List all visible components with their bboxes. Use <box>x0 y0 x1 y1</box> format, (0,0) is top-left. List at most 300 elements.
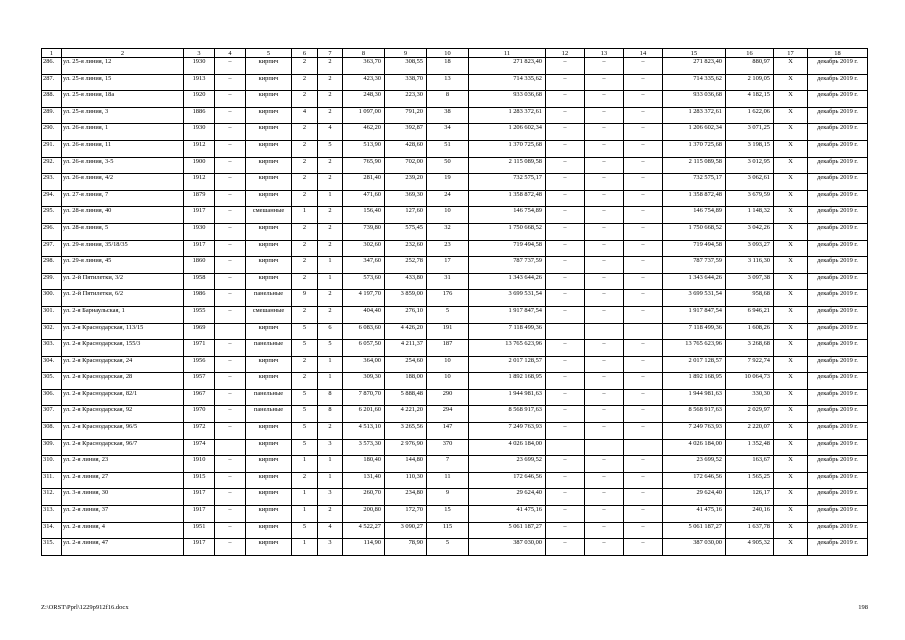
table-cell: 1 917 847,54 <box>469 306 546 323</box>
table-cell: 6 <box>318 323 343 340</box>
table-cell: 1 206 602,34 <box>469 124 546 141</box>
table-cell: 3 699 531,54 <box>469 290 546 307</box>
table-cell: – <box>624 273 663 290</box>
table-cell: 1 358 872,48 <box>663 190 726 207</box>
table-cell: 188,00 <box>385 373 427 390</box>
table-cell: 6 201,60 <box>343 406 385 423</box>
table-cell: 4 221,20 <box>385 406 427 423</box>
table-cell: 315. <box>42 539 62 556</box>
table-cell: 5 <box>292 389 318 406</box>
table-cell: – <box>624 406 663 423</box>
table-cell: – <box>215 406 246 423</box>
table-cell: – <box>585 489 624 506</box>
table-row <box>42 74 868 91</box>
table-cell: – <box>585 539 624 556</box>
table-cell: Х <box>774 140 808 157</box>
table-cell: 3 062,61 <box>726 174 774 191</box>
table-cell: 2 <box>318 207 343 224</box>
table-cell: 51 <box>427 140 469 157</box>
table-cell: ул. 29-я линия, 35/18/35 <box>62 240 184 257</box>
table-cell: 2 <box>292 257 318 274</box>
table-cell: – <box>585 406 624 423</box>
table-cell: ул. 2-я линия, 27 <box>62 472 184 489</box>
table-cell: декабрь 2019 г. <box>808 91 868 108</box>
table-cell: 732 575,17 <box>469 174 546 191</box>
table-cell: 293. <box>42 174 62 191</box>
table-cell: 180,40 <box>343 456 385 473</box>
table-cell: декабрь 2019 г. <box>808 539 868 556</box>
table-cell: – <box>585 373 624 390</box>
table-cell: 2 <box>292 74 318 91</box>
table-cell: 1912 <box>184 140 215 157</box>
table-cell: 307. <box>42 406 62 423</box>
table-cell: 29 624,40 <box>469 489 546 506</box>
table-cell: 1917 <box>184 539 215 556</box>
table-cell: 1 <box>292 456 318 473</box>
table-cell: 4 513,10 <box>343 423 385 440</box>
table-cell: 302,60 <box>343 240 385 257</box>
table-cell: Х <box>774 257 808 274</box>
table-cell: – <box>546 290 585 307</box>
table-cell: 880,97 <box>726 58 774 75</box>
table-cell: Х <box>774 306 808 323</box>
table-cell: – <box>215 190 246 207</box>
table-cell: 4 182,15 <box>726 91 774 108</box>
table-cell: 1915 <box>184 472 215 489</box>
table-cell: – <box>546 257 585 274</box>
table-cell: 2 <box>292 472 318 489</box>
table-cell: 11 <box>427 472 469 489</box>
table-cell: ул. 29-я линия, 45 <box>62 257 184 274</box>
table-cell: 2 <box>292 240 318 257</box>
table-cell: 131,40 <box>343 472 385 489</box>
table-cell: – <box>215 456 246 473</box>
table-cell: 156,40 <box>343 207 385 224</box>
table-cell: 1917 <box>184 506 215 523</box>
table-cell: 1 283 372,61 <box>469 107 546 124</box>
table-cell: 428,60 <box>385 140 427 157</box>
table-cell: ул. 25-я линия, 3 <box>62 107 184 124</box>
table-cell: 1 565,25 <box>726 472 774 489</box>
table-cell: 5 <box>292 423 318 440</box>
table-cell: – <box>585 456 624 473</box>
table-cell: 3 <box>318 439 343 456</box>
table-cell: 471,60 <box>343 190 385 207</box>
table-cell: декабрь 2019 г. <box>808 223 868 240</box>
table-cell: 2 029,97 <box>726 406 774 423</box>
table-cell <box>585 323 624 340</box>
table-cell: 3 012,95 <box>726 157 774 174</box>
table-cell: 1972 <box>184 423 215 440</box>
table-cell: 5 <box>292 406 318 423</box>
table-cell: 110,30 <box>385 472 427 489</box>
table-cell: 3 <box>318 539 343 556</box>
table-cell: 387 030,00 <box>663 539 726 556</box>
table-cell: – <box>624 74 663 91</box>
table-cell: 1 <box>292 506 318 523</box>
table-cell: панельные <box>246 389 292 406</box>
table-cell: 8 568 917,63 <box>663 406 726 423</box>
table-cell: 2 220,07 <box>726 423 774 440</box>
table-cell: декабрь 2019 г. <box>808 74 868 91</box>
table-cell: кирпич <box>246 74 292 91</box>
column-number: 14 <box>624 49 663 58</box>
table-cell: 292. <box>42 157 62 174</box>
table-cell: 5 <box>292 340 318 357</box>
buildings-table <box>41 48 868 556</box>
column-number: 9 <box>385 49 427 58</box>
table-cell: – <box>546 157 585 174</box>
table-cell: кирпич <box>246 91 292 108</box>
table-row <box>42 174 868 191</box>
table-cell: Х <box>774 472 808 489</box>
table-cell: 3 071,25 <box>726 124 774 141</box>
table-cell: 299. <box>42 273 62 290</box>
table-cell: 2 115 089,58 <box>469 157 546 174</box>
table-cell: 276,10 <box>385 306 427 323</box>
table-cell: панельные <box>246 340 292 357</box>
table-cell: ул. 2-я Краснодарская, 96/7 <box>62 439 184 456</box>
table-cell: – <box>585 223 624 240</box>
table-cell: 271 823,40 <box>469 58 546 75</box>
table-cell: – <box>215 58 246 75</box>
table-cell: – <box>585 306 624 323</box>
table-cell: 1920 <box>184 91 215 108</box>
table-cell: 23 699,52 <box>663 456 726 473</box>
table-cell: – <box>546 223 585 240</box>
column-number: 12 <box>546 49 585 58</box>
table-row <box>42 389 868 406</box>
table-cell: – <box>546 389 585 406</box>
table-cell: декабрь 2019 г. <box>808 356 868 373</box>
table-cell: 330,30 <box>726 389 774 406</box>
table-cell: 1 917 847,54 <box>663 306 726 323</box>
table-cell: 2 <box>292 190 318 207</box>
table-cell: 370 <box>427 439 469 456</box>
table-cell: 295. <box>42 207 62 224</box>
table-cell: 2 <box>292 223 318 240</box>
table-cell: 32 <box>427 223 469 240</box>
table-cell: 2 <box>292 273 318 290</box>
table-cell: 739,80 <box>343 223 385 240</box>
table-cell: Х <box>774 506 808 523</box>
table-cell: 308. <box>42 423 62 440</box>
column-number: 7 <box>318 49 343 58</box>
table-cell: 2 109,05 <box>726 74 774 91</box>
footer-file-path: Z:\ORST\Pprl\1229p912f16.docx <box>41 604 129 611</box>
table-cell: 3 679,59 <box>726 190 774 207</box>
table-cell: 732 575,17 <box>663 174 726 191</box>
column-number: 1 <box>42 49 62 58</box>
table-cell: 575,45 <box>385 223 427 240</box>
table-cell: 433,80 <box>385 273 427 290</box>
table-cell: 291. <box>42 140 62 157</box>
table-row <box>42 223 868 240</box>
table-cell: декабрь 2019 г. <box>808 124 868 141</box>
table-cell: – <box>546 539 585 556</box>
table-cell: 1879 <box>184 190 215 207</box>
table-cell <box>624 323 663 340</box>
table-cell: 290 <box>427 389 469 406</box>
table-cell: кирпич <box>246 140 292 157</box>
table-cell: ул. 2-я Барнаульская, 1 <box>62 306 184 323</box>
table-cell: 1 370 725,68 <box>469 140 546 157</box>
table-cell: 364,00 <box>343 356 385 373</box>
table-cell: Х <box>774 406 808 423</box>
table-cell: 4 522,27 <box>343 522 385 539</box>
table-cell: 232,60 <box>385 240 427 257</box>
table-cell: – <box>585 273 624 290</box>
table-cell: 2 <box>318 506 343 523</box>
table-cell: 1971 <box>184 340 215 357</box>
table-cell: 1967 <box>184 389 215 406</box>
table-row <box>42 539 868 556</box>
table-cell: – <box>215 223 246 240</box>
table-cell: – <box>546 406 585 423</box>
table-cell: Х <box>774 423 808 440</box>
table-cell: 2 <box>292 157 318 174</box>
table-row <box>42 240 868 257</box>
table-cell: 5 061 187,27 <box>469 522 546 539</box>
table-cell: 765,90 <box>343 157 385 174</box>
table-cell: – <box>585 240 624 257</box>
column-number: 2 <box>62 49 184 58</box>
table-cell: – <box>585 157 624 174</box>
table-cell: 714 335,62 <box>663 74 726 91</box>
table-cell: кирпич <box>246 489 292 506</box>
table-cell: – <box>624 373 663 390</box>
table-cell: 41 475,16 <box>663 506 726 523</box>
table-cell: 1930 <box>184 223 215 240</box>
table-cell: 5 888,48 <box>385 389 427 406</box>
table-cell: 462,20 <box>343 124 385 141</box>
table-cell: 254,60 <box>385 356 427 373</box>
table-cell: 1930 <box>184 124 215 141</box>
table-cell: 4 905,32 <box>726 539 774 556</box>
table-cell: 78,90 <box>385 539 427 556</box>
table-cell: 1 343 644,26 <box>469 273 546 290</box>
table-cell: 1 892 168,95 <box>663 373 726 390</box>
table-cell: 6 946,21 <box>726 306 774 323</box>
table-cell: 308,55 <box>385 58 427 75</box>
table-cell: 1 <box>292 207 318 224</box>
table-cell: – <box>624 124 663 141</box>
table-cell: 3 198,15 <box>726 140 774 157</box>
table-cell: 24 <box>427 190 469 207</box>
table-cell: – <box>215 522 246 539</box>
table-cell: 311. <box>42 472 62 489</box>
table-cell: 347,60 <box>343 257 385 274</box>
table-cell: 5 <box>318 340 343 357</box>
table-cell: Х <box>774 174 808 191</box>
table-cell: Х <box>774 290 808 307</box>
table-cell: 2 <box>292 91 318 108</box>
table-cell: 200,80 <box>343 506 385 523</box>
table-cell: 1 206 602,34 <box>663 124 726 141</box>
table-cell: 41 475,16 <box>469 506 546 523</box>
table-cell: 2 <box>318 423 343 440</box>
table-cell: – <box>585 389 624 406</box>
table-cell: – <box>624 472 663 489</box>
table-cell: – <box>546 522 585 539</box>
table-cell: 3 859,00 <box>385 290 427 307</box>
table-cell: 513,90 <box>343 140 385 157</box>
table-cell <box>215 323 246 340</box>
table-cell: декабрь 2019 г. <box>808 58 868 75</box>
table-cell: 933 036,68 <box>469 91 546 108</box>
table-cell: 3 699 531,54 <box>663 290 726 307</box>
table-cell: 1 <box>318 373 343 390</box>
table-cell: 1913 <box>184 74 215 91</box>
table-cell: 163,67 <box>726 456 774 473</box>
column-number: 17 <box>774 49 808 58</box>
table-cell: – <box>585 107 624 124</box>
table-cell: декабрь 2019 г. <box>808 306 868 323</box>
table-cell: – <box>624 140 663 157</box>
column-number: 10 <box>427 49 469 58</box>
table-row <box>42 306 868 323</box>
table-cell: 423,30 <box>343 74 385 91</box>
table-cell: 5 <box>427 306 469 323</box>
table-row <box>42 323 868 340</box>
table-cell: декабрь 2019 г. <box>808 207 868 224</box>
table-cell: 3 090,27 <box>385 522 427 539</box>
table-cell: 23 <box>427 240 469 257</box>
table-cell: 1 892 168,95 <box>469 373 546 390</box>
table-cell: 290. <box>42 124 62 141</box>
table-cell: – <box>215 107 246 124</box>
table-cell: 2 <box>318 58 343 75</box>
table-cell: 301. <box>42 306 62 323</box>
table-cell: кирпич <box>246 373 292 390</box>
table-cell: Х <box>774 273 808 290</box>
table-cell: 791,20 <box>385 107 427 124</box>
table-cell: 18 <box>427 58 469 75</box>
table-cell: ул. 2-я Краснодарская, 113/15 <box>62 323 184 340</box>
table-cell: ул. 3-я линия, 30 <box>62 489 184 506</box>
table-row <box>42 456 868 473</box>
table-row <box>42 472 868 489</box>
table-cell: 4 <box>318 124 343 141</box>
table-cell: 2 <box>318 223 343 240</box>
table-cell: кирпич <box>246 240 292 257</box>
table-cell: Х <box>774 489 808 506</box>
table-cell: – <box>215 174 246 191</box>
column-number: 5 <box>246 49 292 58</box>
table-cell: Х <box>774 373 808 390</box>
table-cell: 719 494,58 <box>663 240 726 257</box>
table-cell: Х <box>774 157 808 174</box>
table-cell: 3 042,26 <box>726 223 774 240</box>
column-number: 3 <box>184 49 215 58</box>
table-cell: 289. <box>42 107 62 124</box>
table-cell: 313. <box>42 506 62 523</box>
table-cell: Х <box>774 240 808 257</box>
table-cell: 10 <box>427 373 469 390</box>
table-cell: – <box>624 157 663 174</box>
table-cell: кирпич <box>246 257 292 274</box>
table-cell: 3 265,56 <box>385 423 427 440</box>
table-cell: 2 <box>318 306 343 323</box>
table-cell: ул. 2-я Краснодарская, 24 <box>62 356 184 373</box>
table-cell: ул. 26-я линия, 4/2 <box>62 174 184 191</box>
table-cell: 1 608,26 <box>726 323 774 340</box>
table-cell: 2 <box>318 107 343 124</box>
table-cell: 7 118 499,36 <box>469 323 546 340</box>
table-cell: ул. 26-я линия, 3-5 <box>62 157 184 174</box>
table-cell: 288. <box>42 91 62 108</box>
table-cell: 1 358 872,48 <box>469 190 546 207</box>
table-cell: – <box>215 273 246 290</box>
table-cell: ул. 2-я Краснодарская, 28 <box>62 373 184 390</box>
table-cell: 1955 <box>184 306 215 323</box>
table-cell: Х <box>774 223 808 240</box>
table-cell: – <box>624 190 663 207</box>
table-cell: 3 093,27 <box>726 240 774 257</box>
table-row <box>42 140 868 157</box>
table-cell: ул. 26-я линия, 11 <box>62 140 184 157</box>
table-cell: 304. <box>42 356 62 373</box>
table-cell: 719 494,58 <box>469 240 546 257</box>
table-cell: – <box>624 91 663 108</box>
table-cell: 2 <box>318 240 343 257</box>
table-cell: кирпич <box>246 107 292 124</box>
table-cell: 363,70 <box>343 58 385 75</box>
table-cell: 2 <box>318 91 343 108</box>
table-cell: – <box>546 207 585 224</box>
table-cell: – <box>624 356 663 373</box>
table-cell: – <box>585 506 624 523</box>
table-row <box>42 157 868 174</box>
table-cell: – <box>624 423 663 440</box>
table-cell: 4 <box>318 522 343 539</box>
table-cell: – <box>624 240 663 257</box>
table-cell: декабрь 2019 г. <box>808 423 868 440</box>
table-cell: 7 249 763,93 <box>663 423 726 440</box>
table-cell: 223,30 <box>385 91 427 108</box>
table-cell: ул. 25-я линия, 12 <box>62 58 184 75</box>
table-cell: ул. 25-я линия, 18а <box>62 91 184 108</box>
table-cell: 1958 <box>184 273 215 290</box>
table-cell: 10 <box>427 356 469 373</box>
table-cell: – <box>624 506 663 523</box>
table-cell: 8 <box>318 406 343 423</box>
table-cell: 305. <box>42 373 62 390</box>
table-cell: – <box>215 373 246 390</box>
table-cell: кирпич <box>246 157 292 174</box>
table-row <box>42 506 868 523</box>
table-cell: – <box>624 107 663 124</box>
table-cell: 2 115 089,58 <box>663 157 726 174</box>
table-cell: ул. 26-я линия, 1 <box>62 124 184 141</box>
table-cell: – <box>624 522 663 539</box>
table-cell: кирпич <box>246 124 292 141</box>
table-cell: 10 064,73 <box>726 373 774 390</box>
table-cell: 147 <box>427 423 469 440</box>
table-cell: – <box>215 290 246 307</box>
table-cell: декабрь 2019 г. <box>808 323 868 340</box>
table-cell: 1910 <box>184 456 215 473</box>
table-cell: – <box>546 107 585 124</box>
table-cell: Х <box>774 356 808 373</box>
table-cell: – <box>546 340 585 357</box>
table-cell: 298. <box>42 257 62 274</box>
table-cell: Х <box>774 522 808 539</box>
table-cell: 176 <box>427 290 469 307</box>
table-cell: Х <box>774 58 808 75</box>
table-cell: – <box>215 124 246 141</box>
table-cell: 191 <box>427 323 469 340</box>
